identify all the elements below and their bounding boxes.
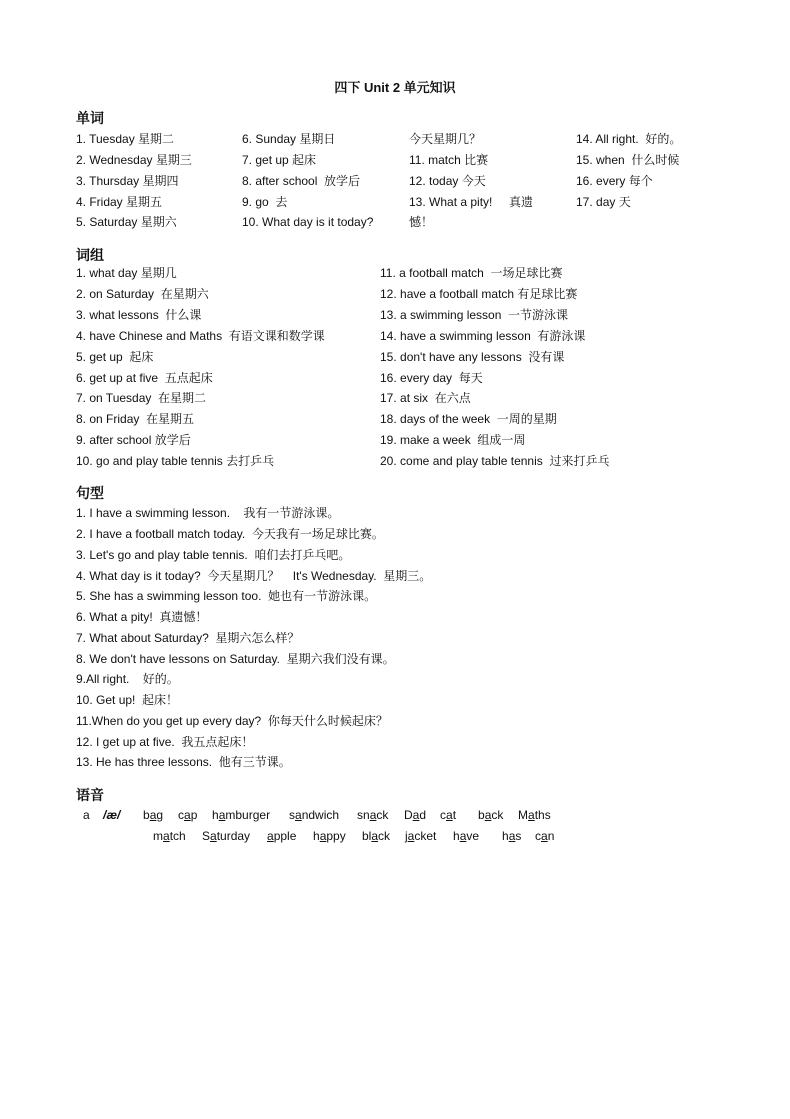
word-item: 4. Friday 星期五 xyxy=(76,195,163,209)
sentence-item: 9.All right. 好的。 xyxy=(76,672,179,686)
word-item: 今天星期几？ xyxy=(409,132,482,146)
word-item: 憾！ xyxy=(409,215,434,229)
phrase-item: 8. on Friday 在星期五 xyxy=(76,412,195,426)
section-title-words: 单词 xyxy=(76,110,104,126)
sentence-item: 11.When do you get up every day? 你每天什么时候起床？ xyxy=(76,714,388,728)
page-title: 四下 Unit 2 单元知识 xyxy=(334,80,456,95)
word-item: 3. Thursday 星期四 xyxy=(76,174,179,188)
sentence-item: 2. I have a football match today. 今天我有一场足球比赛。 xyxy=(76,527,384,541)
word-item: 5. Saturday 星期六 xyxy=(76,215,177,229)
word-item: 17. day 天 xyxy=(576,195,631,209)
phrase-item: 7. on Tuesday 在星期二 xyxy=(76,391,207,405)
word-item: 15. when 什么时候 xyxy=(576,153,680,167)
phonics-word: cap xyxy=(178,808,198,822)
phrase-item: 9. after school 放学后 xyxy=(76,433,191,447)
phonics-word: black xyxy=(362,829,391,843)
phrase-item: 18. days of the week 一周的星期 xyxy=(380,412,557,426)
phrase-item: 14. have a swimming lesson 有游泳课 xyxy=(380,329,586,343)
phrase-item: 17. at six 在六点 xyxy=(380,391,471,405)
phonics-word: back xyxy=(478,808,504,822)
word-item: 8. after school 放学后 xyxy=(242,174,361,188)
phrase-item: 1. what day 星期几 xyxy=(76,266,177,280)
sentence-item: 10. Get up! 起床！ xyxy=(76,693,179,707)
phrase-item: 10. go and play table tennis 去打乒乓 xyxy=(76,454,275,468)
section-title-sentences: 句型 xyxy=(76,485,104,501)
sentence-item: 4. What day is it today? 今天星期几？ It's Wednesday. 星期三。 xyxy=(76,569,432,583)
word-item: 1. Tuesday 星期二 xyxy=(76,132,175,146)
phonics-letter: a xyxy=(83,808,90,822)
phonics-sound: /æ/ xyxy=(103,808,121,822)
sentence-item: 5. She has a swimming lesson too. 她也有一节游泳课。 xyxy=(76,589,377,603)
phonics-word: snack xyxy=(357,808,389,822)
phrase-item: 13. a swimming lesson 一节游泳课 xyxy=(380,308,569,322)
word-item: 10. What day is it today? xyxy=(242,215,374,229)
word-item: 6. Sunday 星期日 xyxy=(242,132,336,146)
phrase-item: 19. make a week 组成一周 xyxy=(380,433,526,447)
phonics-word: can xyxy=(535,829,555,843)
section-title-phonics: 语音 xyxy=(76,787,104,803)
phrase-item: 15. don't have any lessons 没有课 xyxy=(380,350,565,364)
phonics-word: apple xyxy=(267,829,297,843)
phrase-item: 2. on Saturday 在星期六 xyxy=(76,287,209,301)
phonics-word: jacket xyxy=(405,829,437,843)
sentence-item: 6. What a pity! 真遗憾！ xyxy=(76,610,208,624)
phrase-item: 5. get up 起床 xyxy=(76,350,154,364)
phonics-word: match xyxy=(153,829,186,843)
phonics-word: Maths xyxy=(518,808,551,822)
word-item: 11. match 比赛 xyxy=(409,153,489,167)
phrase-item: 20. come and play table tennis 过来打乒乓 xyxy=(380,454,610,468)
sentence-item: 1. I have a swimming lesson. 我有一节游泳课。 xyxy=(76,506,340,520)
section-title-phrases: 词组 xyxy=(76,247,104,263)
word-item: 2. Wednesday 星期三 xyxy=(76,153,192,167)
word-item: 14. All right. 好的。 xyxy=(576,132,682,146)
sentence-item: 3. Let's go and play table tennis. 咱们去打乒乓吧。 xyxy=(76,548,351,562)
sentence-item: 8. We don't have lessons on Saturday. 星期六我们没有课。 xyxy=(76,652,395,666)
phrase-item: 4. have Chinese and Maths 有语文课和数学课 xyxy=(76,329,325,343)
phonics-word: Dad xyxy=(404,808,427,822)
word-item: 9. go 去 xyxy=(242,195,288,209)
phonics-word: have xyxy=(453,829,480,843)
phonics-word: Saturday xyxy=(202,829,251,843)
word-item: 16. every 每个 xyxy=(576,174,653,188)
word-item: 7. get up 起床 xyxy=(242,153,317,167)
phonics-word: sandwich xyxy=(289,808,340,822)
phrase-item: 12. have a football match 有足球比赛 xyxy=(380,287,578,301)
phonics-word: happy xyxy=(313,829,346,843)
phrase-item: 6. get up at five 五点起床 xyxy=(76,371,213,385)
phrase-item: 11. a football match 一场足球比赛 xyxy=(380,266,563,280)
word-item: 13. What a pity! 真遗 xyxy=(409,195,534,209)
sentence-item: 12. I get up at five. 我五点起床！ xyxy=(76,735,254,749)
phrase-item: 3. what lessons 什么课 xyxy=(76,308,202,322)
phonics-word: hamburger xyxy=(212,808,271,822)
phonics-word: bag xyxy=(143,808,164,822)
sentence-item: 7. What about Saturday? 星期六怎么样？ xyxy=(76,631,300,645)
phonics-word: has xyxy=(502,829,522,843)
phrase-item: 16. every day 每天 xyxy=(380,371,483,385)
sentence-item: 13. He has three lessons. 他有三节课。 xyxy=(76,755,291,769)
word-item: 12. today 今天 xyxy=(409,174,486,188)
phonics-word: cat xyxy=(440,808,457,822)
